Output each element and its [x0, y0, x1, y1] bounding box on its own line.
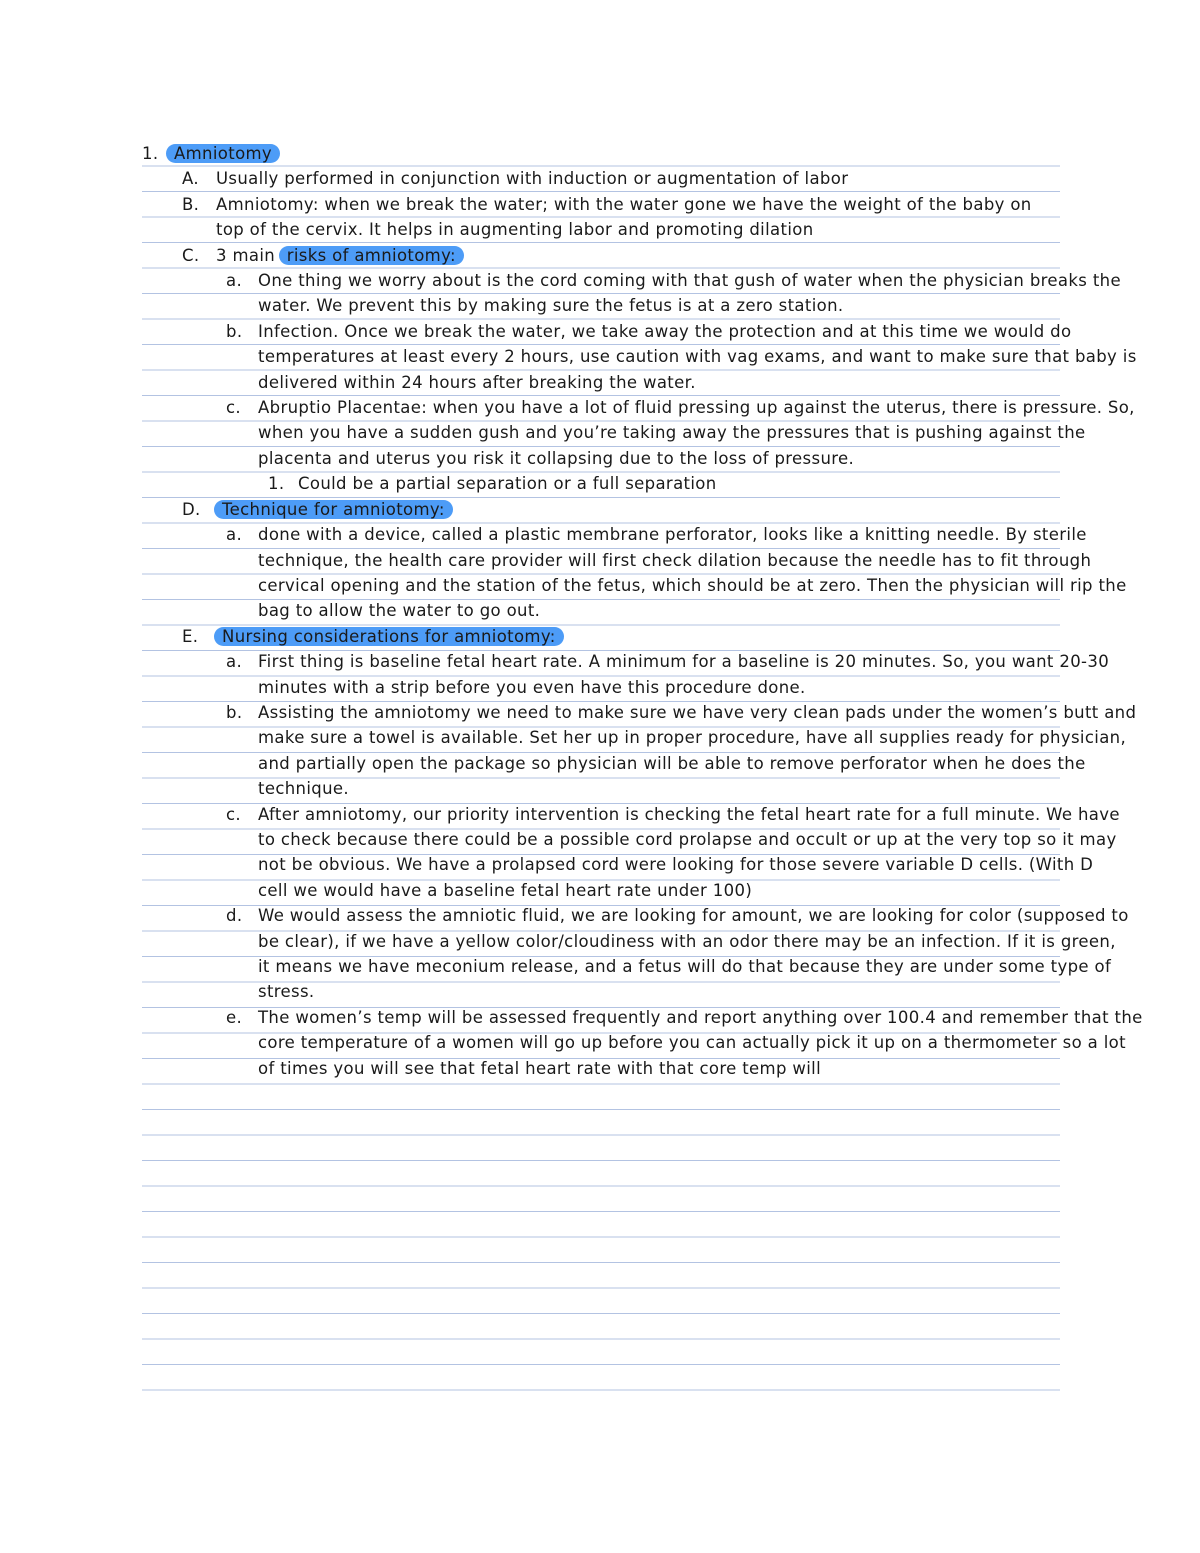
- notes-body: [142, 141, 1143, 1081]
- list-letter: c.: [226, 804, 242, 824]
- list-number: 1.: [142, 144, 159, 163]
- list-item: [142, 700, 1138, 802]
- list-letter: B.: [182, 194, 200, 214]
- list-letter: C.: [182, 245, 200, 265]
- list-letter: b.: [226, 321, 243, 341]
- highlighted-heading: Nursing considerations for amniotomy:: [214, 627, 564, 646]
- list-item: [142, 522, 1138, 624]
- list-letter: e.: [226, 1007, 243, 1027]
- list-letter: D.: [182, 499, 201, 519]
- list-letter: a.: [226, 652, 243, 672]
- list-text: Amniotomy: when we break the water; with the water gone we have the weight of the baby on top of the cervix. It helps in augmenting labor and promoting dilation: [216, 194, 1032, 240]
- list-text: done with a device, called a plastic membrane perforator, looks like a knitting needle. By sterile technique, the health care provider will first check dilation because the needle has to fit through cervical opening and the station of the fetus, which should be at zero. Then the physician will rip the bag to allow the water to go out.: [258, 525, 1127, 621]
- list-item: [142, 141, 312, 166]
- list-text: First thing is baseline fetal heart rate. A minimum for a baseline is 20 minutes. So, you want 20-30 minutes with a strip before you even have this procedure done.: [258, 652, 1110, 697]
- highlighted-heading: risks of amniotomy:: [279, 246, 464, 265]
- list-text: Infection. Once we break the water, we take away the protection and at this time we would do temperatures at least every 2 hours, use caution with vag exams, and want to make sure that baby is delivered within 24 hours after breaking the water.: [258, 321, 1137, 392]
- list-item: [142, 395, 1141, 471]
- list-letter: a.: [226, 271, 243, 291]
- list-text: Usually performed in conjunction with induction or augmentation of labor: [216, 169, 849, 189]
- list-item: [142, 903, 1131, 1005]
- list-letter: a.: [226, 525, 243, 545]
- list-letter: E.: [182, 626, 199, 646]
- list-item: [142, 268, 1134, 319]
- list-item: [142, 166, 1060, 191]
- list-letter: d.: [226, 906, 243, 926]
- list-item: [142, 624, 882, 649]
- list-text: After amniotomy, our priority intervention is checking the fetal heart rate for a full minute. We have to check because there could be a possible cord prolapse and occult or up at the very top so it may not be obvious. We have a prolapsed cord were looking for those severe variable D cells. (With D cell we would have a baseline fetal heart rate under 100): [258, 804, 1120, 900]
- list-item: [142, 243, 782, 268]
- list-item: [142, 1005, 1144, 1081]
- list-text: Could be a partial separation or a full separation: [298, 474, 717, 494]
- list-text: Abruptio Placentae: when you have a lot of fluid pressing up against the uterus, there is pressure. So, when you have a sudden gush and you’re taking away the pressures that is pushing against the placenta and uterus you risk it collapsing due to the loss of pressure.: [258, 398, 1135, 468]
- list-text: One thing we worry about is the cord coming with that gush of water when the physician breaks the water. We prevent this by making sure the fetus is at a zero station.: [258, 271, 1121, 316]
- list-item: [142, 649, 1134, 700]
- list-item: [142, 471, 1168, 496]
- list-text: Assisting the amniotomy we need to make sure we have very clean pads under the women’s butt and make sure a towel is available. Set her up in proper procedure, have all supplies ready for physician, and partially open the package so physician will be able to remove perforator when he does the technique.: [258, 702, 1137, 799]
- list-letter: b.: [226, 702, 243, 722]
- list-number: 1.: [268, 474, 285, 494]
- highlighted-heading: Technique for amniotomy:: [214, 500, 453, 519]
- highlighted-heading: Amniotomy: [166, 144, 280, 163]
- list-text: 3 main: [216, 245, 276, 265]
- list-letter: c.: [226, 398, 242, 418]
- list-item: [142, 319, 1144, 395]
- list-text: The women’s temp will be assessed frequently and report anything over 100.4 and remember that the core temperature of a women will go up before you can actually pick it up on a thermometer so a lot of times you will see that fetal heart rate with that core temp will: [258, 1007, 1143, 1078]
- list-item: [142, 192, 1052, 243]
- list-letter: A.: [182, 169, 199, 189]
- list-item: [142, 802, 1126, 904]
- list-item: [142, 497, 782, 522]
- list-text: We would assess the amniotic fluid, we are looking for amount, we are looking for color (supposed to be clear), if we have a yellow color/cloudiness with an odor there may be an infection. If it is green, it means we have meconium release, and a fetus will do that because they are under some type of stress.: [258, 906, 1129, 1002]
